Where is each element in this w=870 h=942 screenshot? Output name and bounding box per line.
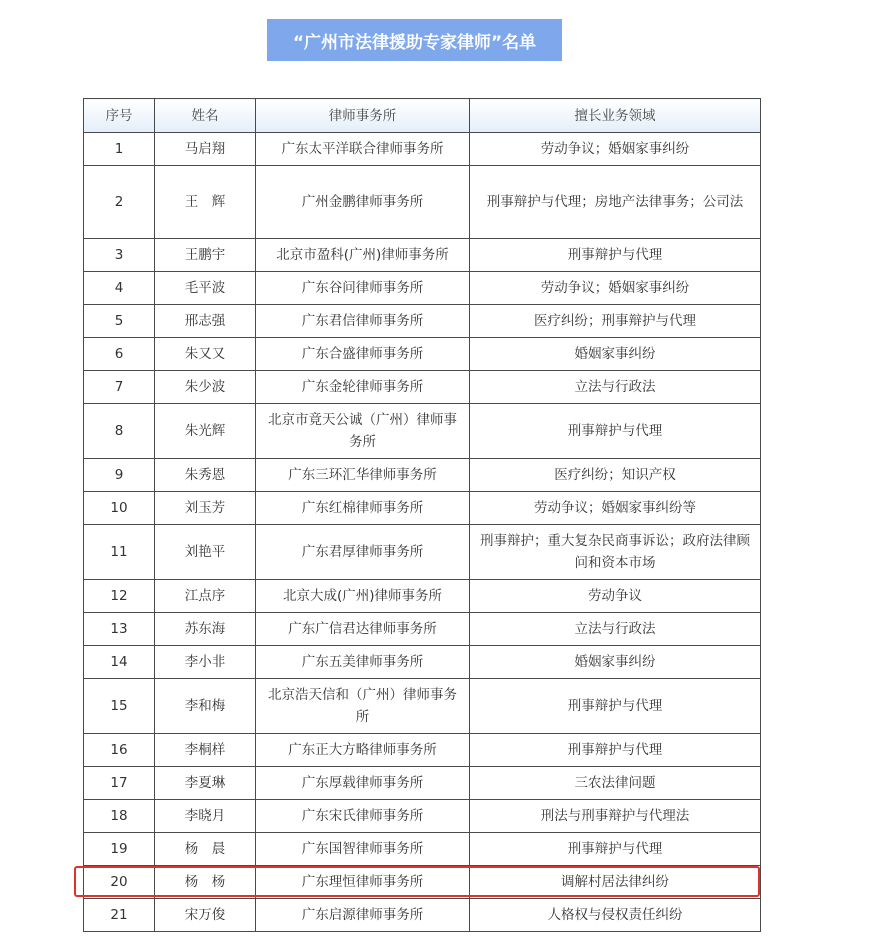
cell-name: 宋万俊 [155,899,256,932]
cell-expertise: 婚姻家事纠纷 [470,646,761,679]
cell-firm: 广东理恒律师事务所 [256,866,470,899]
lawyer-table [83,98,761,932]
cell-firm: 北京大成(广州)律师事务所 [256,580,470,613]
table-row [84,239,761,272]
cell-number: 7 [84,371,155,404]
cell-expertise: 刑事辩护与代理 [470,734,761,767]
table-row [84,899,761,932]
cell-number: 5 [84,305,155,338]
table-row [84,404,761,459]
cell-number: 21 [84,899,155,932]
cell-firm: 广东君信律师事务所 [256,305,470,338]
page-title-banner [267,19,562,61]
cell-expertise: 三农法律问题 [470,767,761,800]
table-row [84,492,761,525]
table-row [84,272,761,305]
cell-number: 8 [84,404,155,459]
cell-expertise: 刑事辩护与代理 [470,833,761,866]
cell-firm: 广东厚载律师事务所 [256,767,470,800]
cell-name: 王 辉 [155,166,256,239]
cell-expertise: 立法与行政法 [470,371,761,404]
cell-firm: 广东谷问律师事务所 [256,272,470,305]
table-row [84,800,761,833]
page-title: “广州市法律援助专家律师”名单 [292,32,537,53]
table-row [84,371,761,404]
table-row [84,734,761,767]
cell-firm: 广东国智律师事务所 [256,833,470,866]
header-expertise: 擅长业务领域 [470,99,761,133]
cell-number: 11 [84,525,155,580]
table-row [84,459,761,492]
cell-name: 李夏琳 [155,767,256,800]
cell-number: 15 [84,679,155,734]
table-row [84,833,761,866]
cell-name: 江点序 [155,580,256,613]
cell-expertise: 医疗纠纷；刑事辩护与代理 [470,305,761,338]
table-row [84,866,761,899]
cell-expertise: 立法与行政法 [470,613,761,646]
cell-number: 6 [84,338,155,371]
table-row [84,305,761,338]
cell-name: 李小非 [155,646,256,679]
cell-number: 10 [84,492,155,525]
cell-expertise: 劳动争议；婚姻家事纠纷等 [470,492,761,525]
cell-name: 李桐样 [155,734,256,767]
cell-firm: 北京市竟天公诚（广州）律师事务所 [256,404,470,459]
cell-number: 9 [84,459,155,492]
cell-name: 朱又又 [155,338,256,371]
cell-number: 14 [84,646,155,679]
cell-firm: 广州金鹏律师事务所 [256,166,470,239]
cell-name: 王鹏宇 [155,239,256,272]
cell-firm: 北京市盈科(广州)律师事务所 [256,239,470,272]
cell-number: 2 [84,166,155,239]
cell-expertise: 刑法与刑事辩护与代理法 [470,800,761,833]
cell-firm: 广东君厚律师事务所 [256,525,470,580]
cell-firm: 广东太平洋联合律师事务所 [256,133,470,166]
cell-expertise: 劳动争议；婚姻家事纠纷 [470,133,761,166]
cell-number: 16 [84,734,155,767]
cell-name: 刘艳平 [155,525,256,580]
cell-name: 杨 杨 [155,866,256,899]
cell-number: 20 [84,866,155,899]
header-name: 姓名 [155,99,256,133]
cell-firm: 广东金轮律师事务所 [256,371,470,404]
cell-name: 朱光辉 [155,404,256,459]
cell-number: 4 [84,272,155,305]
cell-firm: 北京浩天信和（广州）律师事务所 [256,679,470,734]
cell-number: 3 [84,239,155,272]
cell-name: 毛平波 [155,272,256,305]
cell-expertise: 刑事辩护；重大复杂民商事诉讼；政府法律顾问和资本市场 [470,525,761,580]
cell-firm: 广东启源律师事务所 [256,899,470,932]
table-row [84,525,761,580]
cell-name: 李和梅 [155,679,256,734]
cell-number: 18 [84,800,155,833]
cell-expertise: 刑事辩护与代理；房地产法律事务；公司法 [470,166,761,239]
table-row [84,646,761,679]
cell-number: 12 [84,580,155,613]
cell-firm: 广东宋氏律师事务所 [256,800,470,833]
cell-name: 朱秀恩 [155,459,256,492]
table-body [84,133,761,932]
cell-firm: 广东正大方略律师事务所 [256,734,470,767]
cell-expertise: 人格权与侵权责任纠纷 [470,899,761,932]
cell-name: 刘玉芳 [155,492,256,525]
table-row [84,679,761,734]
cell-number: 13 [84,613,155,646]
cell-name: 邢志强 [155,305,256,338]
cell-number: 19 [84,833,155,866]
cell-firm: 广东红棉律师事务所 [256,492,470,525]
table-row [84,767,761,800]
table-row [84,613,761,646]
cell-name: 苏东海 [155,613,256,646]
cell-expertise: 刑事辩护与代理 [470,679,761,734]
cell-number: 1 [84,133,155,166]
cell-expertise: 刑事辩护与代理 [470,239,761,272]
cell-firm: 广东广信君达律师事务所 [256,613,470,646]
table-header-row [84,99,761,133]
cell-firm: 广东合盛律师事务所 [256,338,470,371]
cell-name: 马启翔 [155,133,256,166]
header-number: 序号 [84,99,155,133]
cell-expertise: 调解村居法律纠纷 [470,866,761,899]
table-row [84,338,761,371]
header-firm: 律师事务所 [256,99,470,133]
cell-expertise: 刑事辩护与代理 [470,404,761,459]
cell-firm: 广东三环汇华律师事务所 [256,459,470,492]
cell-expertise: 劳动争议；婚姻家事纠纷 [470,272,761,305]
cell-expertise: 婚姻家事纠纷 [470,338,761,371]
cell-number: 17 [84,767,155,800]
cell-name: 朱少波 [155,371,256,404]
table-row [84,166,761,239]
table-row [84,580,761,613]
table-row [84,133,761,166]
cell-firm: 广东五美律师事务所 [256,646,470,679]
cell-expertise: 医疗纠纷；知识产权 [470,459,761,492]
cell-name: 李晓月 [155,800,256,833]
cell-expertise: 劳动争议 [470,580,761,613]
cell-name: 杨 晨 [155,833,256,866]
